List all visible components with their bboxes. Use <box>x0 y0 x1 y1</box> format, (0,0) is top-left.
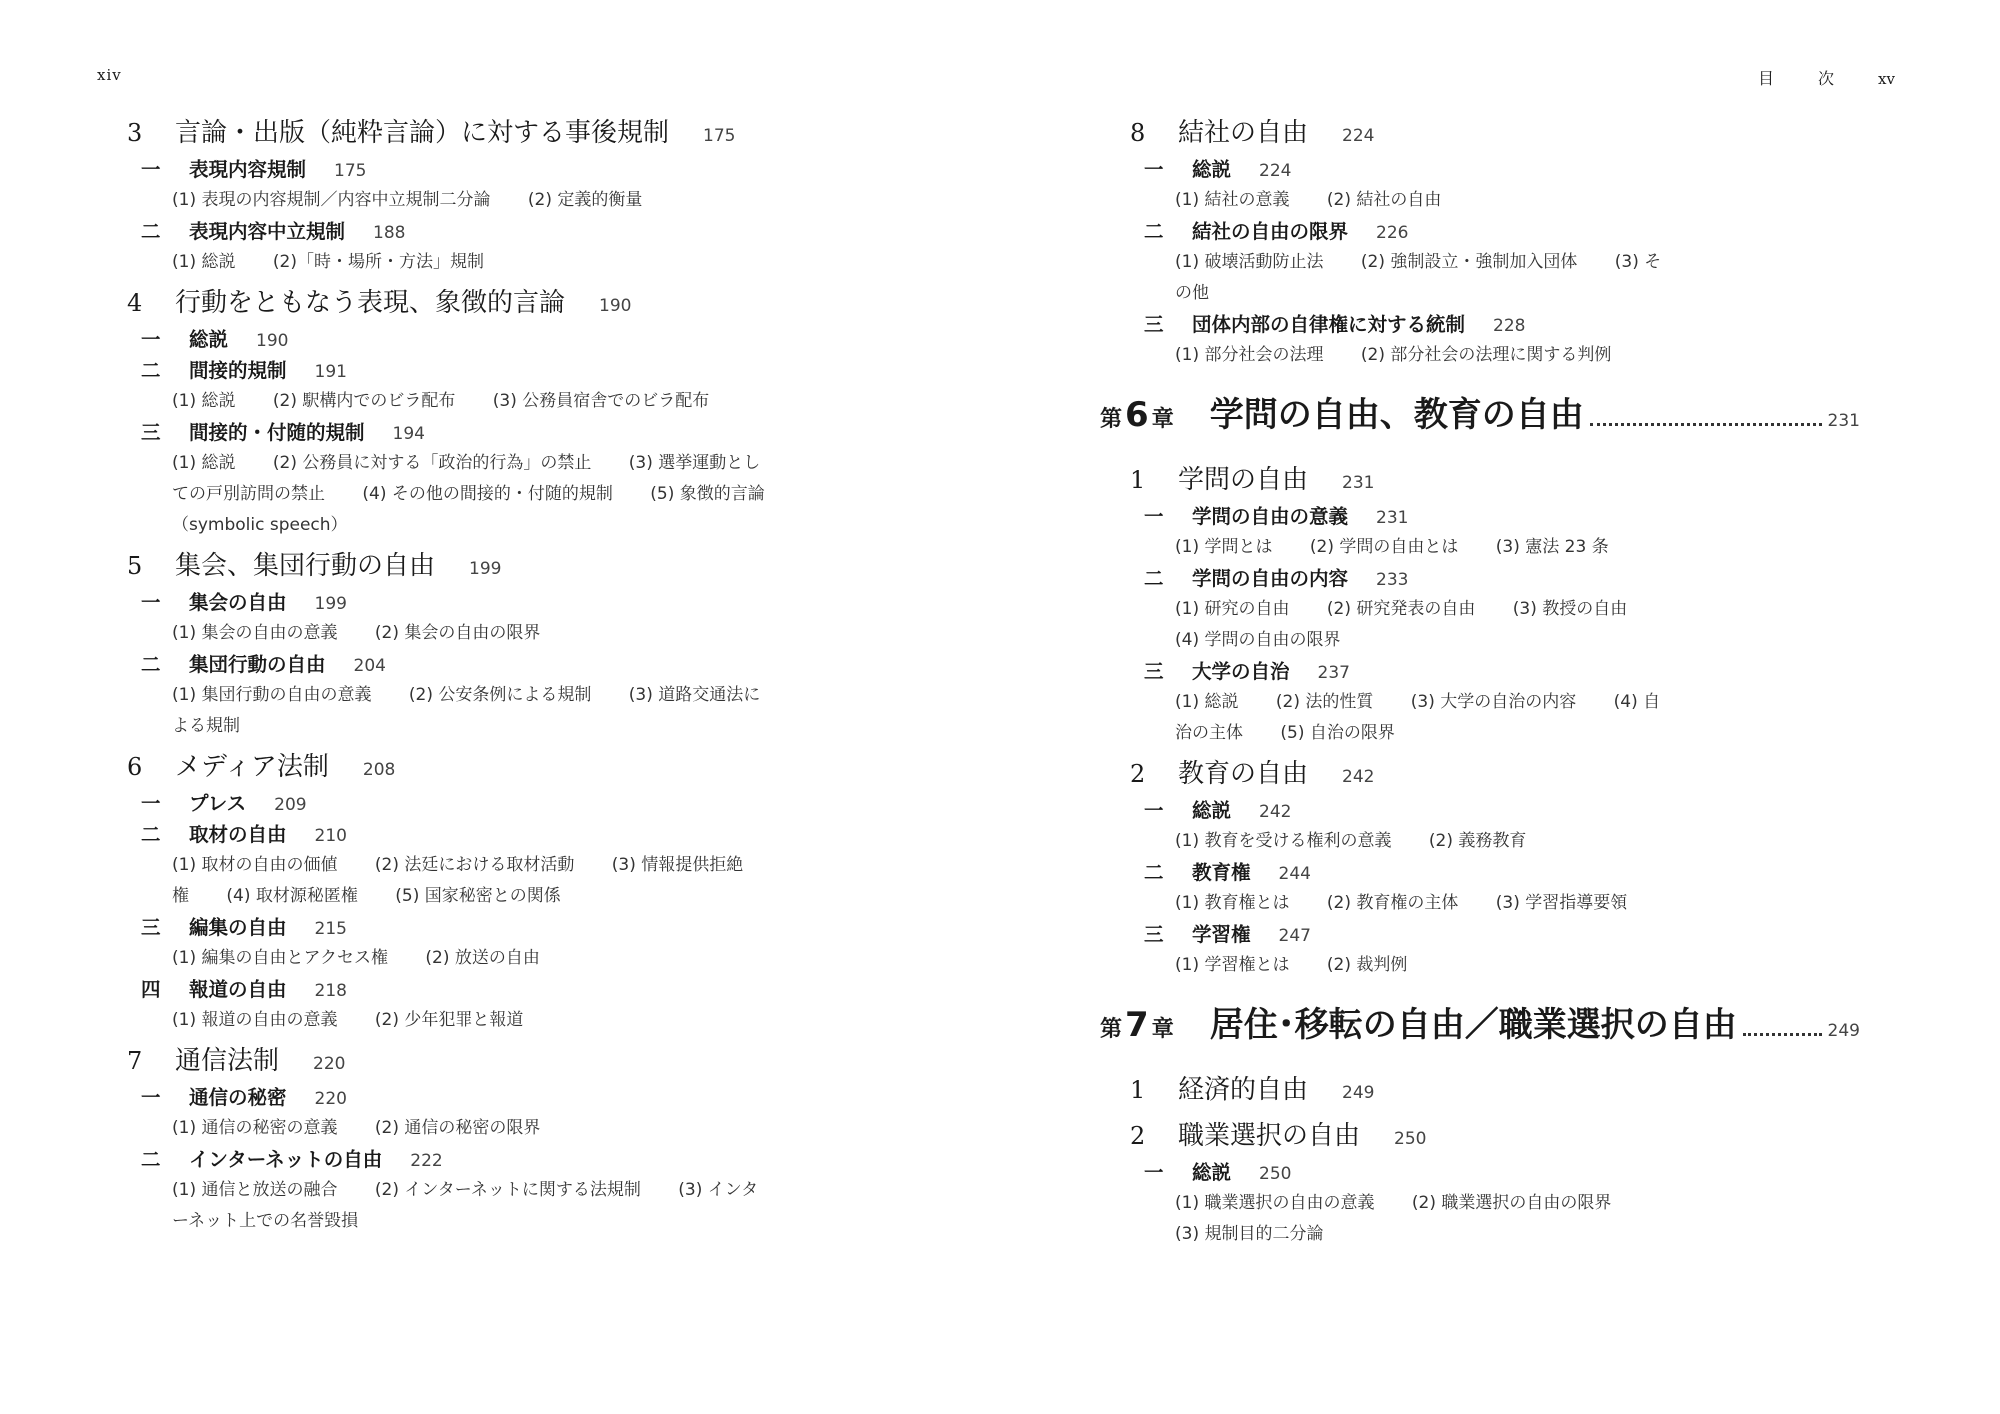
subsection-title: 間接的規制 <box>189 359 287 382</box>
toc-item[interactable]: (1) 総説 <box>172 391 236 411</box>
running-head <box>1758 66 1895 89</box>
subsection-title: 学問の自由の内容 <box>1192 567 1349 590</box>
toc-section-entry[interactable] <box>1130 459 1830 501</box>
toc-item[interactable]: (2) 公務員に対する「政治的行為」の禁止 <box>272 453 592 473</box>
toc-item-list <box>1130 1188 1670 1250</box>
subsection-number: 一 <box>1144 158 1164 181</box>
subsection-number: 一 <box>1144 799 1164 822</box>
right-page <box>1000 0 2000 1414</box>
subsection-page-number: 215 <box>314 919 347 939</box>
right-folio: xv <box>1878 70 1895 88</box>
toc-item[interactable]: (4) その他の間接的・付随的規制 <box>362 484 613 504</box>
subsection-page-number: 228 <box>1493 316 1526 336</box>
toc-item[interactable]: (2) 法的性質 <box>1275 692 1374 712</box>
subsection-title: インターネットの自由 <box>189 1148 383 1171</box>
subsection-title: 通信の秘密 <box>189 1086 287 1109</box>
toc-item-list <box>1130 950 1670 981</box>
subsection-number: 一 <box>141 158 161 181</box>
subsection-title: プレス <box>189 792 247 815</box>
subsection-page-number: 237 <box>1317 663 1350 683</box>
subsection-page-number: 242 <box>1259 802 1292 822</box>
section-title: 経済的自由 <box>1178 1075 1309 1105</box>
subsection-page-number: 226 <box>1376 223 1409 243</box>
chapter-page-number: 231 <box>1827 411 1860 431</box>
toc-item[interactable]: (1) 総説 <box>172 252 236 272</box>
toc-item[interactable]: (1) 報道の自由の意義 <box>172 1010 338 1030</box>
toc-subsection-entry[interactable] <box>1130 857 1830 888</box>
toc-item[interactable]: (2) 放送の自由 <box>425 948 540 968</box>
section-number: 7 <box>127 1047 143 1075</box>
toc-item[interactable]: (3) 情報提供拒絶権 <box>172 855 744 906</box>
section-title: 通信法制 <box>175 1046 280 1076</box>
toc-subsection-entry[interactable] <box>127 788 757 819</box>
toc-item-list <box>127 680 772 742</box>
subsection-title: 編集の自由 <box>189 916 287 939</box>
toc-item[interactable]: (2) 結社の自由 <box>1326 190 1442 210</box>
subsection-title: 総説 <box>1192 799 1232 822</box>
toc-item[interactable]: (1) 職業選択の自由の意義 <box>1175 1193 1375 1213</box>
section-title: メディア法制 <box>175 752 329 782</box>
chapter-title: 学問の自由、教育の自由 <box>1209 395 1584 435</box>
subsection-page-number: 231 <box>1376 508 1409 528</box>
toc-item[interactable]: (2) 通信の秘密の限界 <box>374 1118 541 1138</box>
section-number: 6 <box>127 753 143 781</box>
section-number: 8 <box>1130 119 1146 147</box>
toc-item[interactable]: (3) 規制目的二分論 <box>1175 1224 1324 1244</box>
toc-item-list <box>127 448 772 541</box>
toc-item-list <box>1130 826 1670 857</box>
toc-item-list <box>1130 247 1670 309</box>
toc-item[interactable]: (1) 研究の自由 <box>1175 599 1290 619</box>
toc-item[interactable]: (1) 集会の自由の意義 <box>172 623 338 643</box>
toc-subsection-entry[interactable] <box>127 216 757 247</box>
subsection-page-number: 209 <box>274 795 307 815</box>
toc-subsection-entry[interactable] <box>1130 154 1830 185</box>
toc-item[interactable]: (2) 研究発表の自由 <box>1326 599 1476 619</box>
subsection-number: 二 <box>1144 861 1164 884</box>
section-title: 教育の自由 <box>1178 759 1309 789</box>
subsection-title: 総説 <box>1192 158 1232 181</box>
section-page-number: 250 <box>1394 1129 1427 1149</box>
subsection-number: 一 <box>1144 1161 1164 1184</box>
toc-item[interactable]: (1) 教育を受ける権利の意義 <box>1175 831 1392 851</box>
chapter-prefix: 第 <box>1100 407 1123 432</box>
toc-subsection-entry[interactable] <box>1130 563 1830 594</box>
toc-section-entry[interactable] <box>127 746 757 788</box>
toc-subsection-entry[interactable] <box>127 912 757 943</box>
toc-item-list <box>1130 594 1670 656</box>
toc-item[interactable]: (1) 通信の秘密の意義 <box>172 1118 338 1138</box>
subsection-title: 表現内容中立規制 <box>189 220 346 243</box>
toc-subsection-entry[interactable] <box>127 1144 757 1175</box>
toc-item[interactable]: (2)「時・場所・方法」規制 <box>272 252 484 272</box>
section-title: 結社の自由 <box>1178 118 1309 148</box>
subsection-page-number: 247 <box>1278 926 1311 946</box>
section-page-number: 199 <box>469 559 502 579</box>
toc-item[interactable]: (3) 大学の自治の内容 <box>1410 692 1577 712</box>
subsection-page-number: 191 <box>314 362 347 382</box>
toc-item[interactable]: (2) 部分社会の法理に関する判例 <box>1360 345 1612 365</box>
toc-item-list <box>1130 888 1670 919</box>
subsection-title: 学問の自由の意義 <box>1192 505 1349 528</box>
subsection-title: 結社の自由の限界 <box>1192 220 1349 243</box>
subsection-page-number: 194 <box>392 424 425 444</box>
toc-item[interactable]: (4) 自治の主体 <box>1175 692 1661 743</box>
toc-item[interactable]: (1) 結社の意義 <box>1175 190 1290 210</box>
subsection-page-number: 175 <box>334 161 367 181</box>
toc-item[interactable]: (3) 教授の自由 <box>1512 599 1628 619</box>
section-page-number: 231 <box>1342 473 1375 493</box>
subsection-page-number: 233 <box>1376 570 1409 590</box>
dot-leader <box>1590 423 1822 426</box>
subsection-number: 一 <box>1144 505 1164 528</box>
left-folio: xiv <box>97 66 122 84</box>
left-toc-column <box>127 108 765 1237</box>
section-number: 5 <box>127 552 143 580</box>
toc-item[interactable]: (4) 学問の自由の限界 <box>1175 630 1341 650</box>
subsection-number: 三 <box>141 916 161 939</box>
chapter-heading[interactable] <box>1100 997 1860 1057</box>
subsection-number: 三 <box>1144 313 1164 336</box>
toc-item[interactable]: (5) 象徴的言論（symbolic speech） <box>172 484 765 535</box>
toc-subsection-entry[interactable] <box>1130 216 1830 247</box>
toc-subsection-entry[interactable] <box>1130 501 1830 532</box>
subsection-number: 二 <box>141 220 161 243</box>
toc-item-list <box>127 185 772 216</box>
subsection-title: 取材の自由 <box>189 823 287 846</box>
toc-item[interactable]: (1) 学問とは <box>1175 537 1273 557</box>
toc-item[interactable]: (1) 教育権とは <box>1175 893 1290 913</box>
subsection-number: 三 <box>1144 660 1164 683</box>
chapter-number: 7 <box>1125 1005 1149 1045</box>
subsection-title: 団体内部の自律権に対する統制 <box>1192 313 1466 336</box>
chapter-page-number: 249 <box>1827 1021 1860 1041</box>
toc-item[interactable]: (2) 公安条例による規制 <box>408 685 592 705</box>
toc-item-list <box>1130 340 1670 371</box>
subsection-number: 二 <box>1144 220 1164 243</box>
subsection-page-number: 220 <box>314 1089 347 1109</box>
chapter-number: 6 <box>1125 395 1149 435</box>
subsection-number: 二 <box>141 1148 161 1171</box>
toc-section-entry[interactable] <box>1130 1115 1830 1157</box>
section-page-number: 208 <box>362 760 396 780</box>
toc-item[interactable]: (1) 編集の自由とアクセス権 <box>172 948 388 968</box>
subsection-title: 間接的・付随的規制 <box>189 421 365 444</box>
toc-item[interactable]: (1) 総説 <box>172 453 236 473</box>
toc-subsection-entry[interactable] <box>1130 919 1830 950</box>
chapter-prefix: 第 <box>1100 1017 1123 1042</box>
subsection-title: 教育権 <box>1192 861 1251 884</box>
toc-item[interactable]: (2) インターネットに関する法規制 <box>374 1180 641 1200</box>
toc-subsection-entry[interactable] <box>1130 309 1830 340</box>
right-toc-column <box>1100 108 1860 1250</box>
toc-section-entry[interactable] <box>127 545 757 587</box>
toc-item[interactable]: (5) 自治の限界 <box>1280 723 1395 743</box>
subsection-title: 学習権 <box>1192 923 1251 946</box>
section-page-number: 224 <box>1342 126 1375 146</box>
toc-item-list <box>127 1113 772 1144</box>
subsection-page-number: 244 <box>1278 864 1311 884</box>
toc-subsection-entry[interactable] <box>1130 1157 1830 1188</box>
toc-item[interactable]: (3) その他 <box>1175 252 1662 303</box>
subsection-title: 集会の自由 <box>189 591 287 614</box>
chapter-suffix: 章 <box>1151 1017 1174 1042</box>
subsection-number: 二 <box>1144 567 1164 590</box>
toc-item[interactable]: (1) 通信と放送の融合 <box>172 1180 338 1200</box>
subsection-page-number: 199 <box>314 594 347 614</box>
subsection-page-number: 190 <box>256 331 289 351</box>
toc-section-entry[interactable] <box>1130 1069 1830 1111</box>
toc-item[interactable]: (1) 破壊活動防止法 <box>1175 252 1324 272</box>
section-page-number: 220 <box>313 1054 346 1074</box>
toc-subsection-entry[interactable] <box>127 649 757 680</box>
toc-item[interactable]: (2) 強制設立・強制加入団体 <box>1360 252 1578 272</box>
toc-item[interactable]: (1) 学習権とは <box>1175 955 1290 975</box>
toc-subsection-entry[interactable] <box>127 974 757 1005</box>
toc-item-list <box>127 247 772 278</box>
toc-section-entry[interactable] <box>127 1040 757 1082</box>
toc-subsection-entry[interactable] <box>1130 795 1830 826</box>
section-number: 2 <box>1130 1122 1146 1150</box>
toc-section-entry[interactable] <box>1130 112 1830 154</box>
toc-item-list <box>1130 687 1670 749</box>
subsection-page-number: 224 <box>1259 161 1292 181</box>
toc-subsection-entry[interactable] <box>127 324 757 355</box>
section-title: 集会、集団行動の自由 <box>175 551 436 581</box>
subsection-page-number: 188 <box>373 223 406 243</box>
toc-item[interactable]: (2) 学問の自由とは <box>1309 537 1459 557</box>
toc-item-list <box>127 850 772 912</box>
toc-item[interactable]: (2) 定義的衡量 <box>527 190 643 210</box>
chapter-heading[interactable] <box>1100 387 1860 447</box>
subsection-number: 二 <box>141 653 161 676</box>
section-page-number: 249 <box>1342 1083 1375 1103</box>
subsection-page-number: 218 <box>314 981 347 1001</box>
toc-item[interactable]: (1) 取材の自由の価値 <box>172 855 338 875</box>
subsection-title: 報道の自由 <box>189 978 287 1001</box>
subsection-title: 総説 <box>189 328 229 351</box>
chapter-title: 居住･移転の自由／職業選択の自由 <box>1209 1005 1737 1045</box>
toc-item[interactable]: (1) 部分社会の法理 <box>1175 345 1324 365</box>
toc-item[interactable]: (3) 公務員宿舎でのビラ配布 <box>492 391 710 411</box>
toc-item-list <box>1130 185 1670 216</box>
toc-item[interactable]: (2) 法廷における取材活動 <box>374 855 575 875</box>
toc-item[interactable]: (3) 選挙運動としての戸別訪問の禁止 <box>172 453 761 504</box>
section-page-number: 242 <box>1342 767 1375 787</box>
toc-item[interactable]: (2) 駅構内でのビラ配布 <box>272 391 456 411</box>
subsection-title: 大学の自治 <box>1192 660 1290 683</box>
toc-item[interactable]: (1) 総説 <box>1175 692 1239 712</box>
subsection-title: 総説 <box>1192 1161 1232 1184</box>
subsection-number: 一 <box>141 328 161 351</box>
toc-item-list <box>1130 532 1670 563</box>
toc-item[interactable]: (4) 取材源秘匿権 <box>226 886 358 906</box>
toc-subsection-entry[interactable] <box>127 417 757 448</box>
subsection-number: 三 <box>141 421 161 444</box>
section-number: 1 <box>1130 1076 1146 1104</box>
toc-item[interactable]: (2) 少年犯罪と報道 <box>374 1010 524 1030</box>
toc-subsection-entry[interactable] <box>127 355 757 386</box>
toc-subsection-entry[interactable] <box>127 819 757 850</box>
toc-section-entry[interactable] <box>127 282 757 324</box>
section-number: 2 <box>1130 760 1146 788</box>
toc-item-list <box>127 943 772 974</box>
toc-item[interactable]: (2) 集会の自由の限界 <box>374 623 541 643</box>
toc-item-list <box>127 1005 772 1036</box>
running-head-char: 目 <box>1758 69 1775 88</box>
toc-item[interactable]: (5) 国家秘密との関係 <box>395 886 561 906</box>
toc-item[interactable]: (2) 教育権の主体 <box>1326 893 1459 913</box>
subsection-number: 一 <box>141 1086 161 1109</box>
toc-section-entry[interactable] <box>1130 753 1830 795</box>
toc-item[interactable]: (1) 集団行動の自由の意義 <box>172 685 372 705</box>
section-title: 学問の自由 <box>1178 465 1309 495</box>
toc-item[interactable]: (2) 職業選択の自由の限界 <box>1411 1193 1612 1213</box>
toc-section-entry[interactable] <box>127 112 757 154</box>
toc-item-list <box>127 618 772 649</box>
toc-subsection-entry[interactable] <box>127 587 757 618</box>
toc-item[interactable]: (2) 義務教育 <box>1428 831 1527 851</box>
toc-subsection-entry[interactable] <box>127 1082 757 1113</box>
section-title: 言論・出版（純粋言論）に対する事後規制 <box>175 118 670 148</box>
subsection-page-number: 210 <box>314 826 347 846</box>
toc-item[interactable]: (3) 学習指導要領 <box>1495 893 1628 913</box>
section-number: 1 <box>1130 466 1146 494</box>
toc-item[interactable]: (1) 表現の内容規制／内容中立規制二分論 <box>172 190 491 210</box>
subsection-number: 四 <box>141 978 161 1001</box>
toc-item-list <box>127 386 772 417</box>
subsection-number: 二 <box>141 359 161 382</box>
toc-item-list <box>127 1175 772 1237</box>
toc-item[interactable]: (3) 憲法 23 条 <box>1495 537 1609 557</box>
dot-leader <box>1743 1033 1822 1036</box>
subsection-page-number: 250 <box>1259 1164 1292 1184</box>
subsection-title: 集団行動の自由 <box>189 653 326 676</box>
toc-subsection-entry[interactable] <box>1130 656 1830 687</box>
section-number: 4 <box>127 289 143 317</box>
toc-item[interactable]: (2) 裁判例 <box>1326 955 1408 975</box>
section-page-number: 190 <box>599 296 632 316</box>
section-title: 職業選択の自由 <box>1178 1121 1361 1151</box>
subsection-page-number: 222 <box>410 1151 443 1171</box>
running-head-char: 次 <box>1818 69 1835 88</box>
toc-item[interactable]: (3) 道路交通法による規制 <box>172 685 761 736</box>
section-page-number: 175 <box>703 126 736 146</box>
chapter-suffix: 章 <box>1151 407 1174 432</box>
subsection-number: 一 <box>141 591 161 614</box>
subsection-number: 三 <box>1144 923 1164 946</box>
subsection-number: 二 <box>141 823 161 846</box>
section-number: 3 <box>127 119 143 147</box>
subsection-number: 一 <box>141 792 161 815</box>
subsection-page-number: 204 <box>353 656 386 676</box>
toc-item[interactable]: (3) インターネット上での名誉毀損 <box>172 1180 759 1231</box>
subsection-title: 表現内容規制 <box>189 158 307 181</box>
toc-subsection-entry[interactable] <box>127 154 757 185</box>
section-title: 行動をともなう表現、象徴的言論 <box>175 288 566 318</box>
